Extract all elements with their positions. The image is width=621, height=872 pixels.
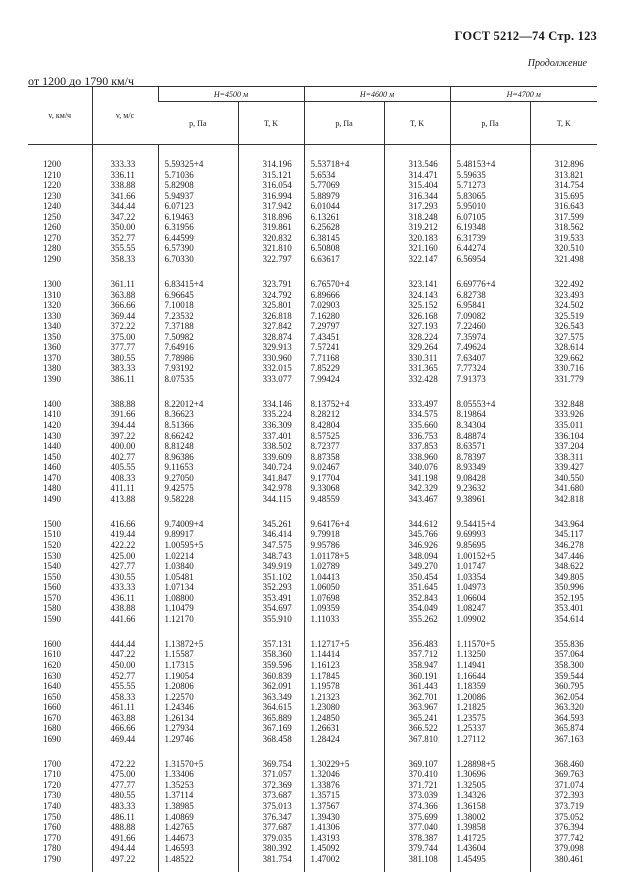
cell-pressure: 9.64176+4 9.79918 9.95786 1.01178+5 1.02789 1.04413 1.06050 1.07698 1.09359 1.11033: [304, 504, 384, 624]
cell-temperature: 334.146 335.224 336.309 337.401 338.502 339.609 340.724 341.847 342.978 344.115: [238, 384, 304, 504]
group-header-h4500: H=4500 м: [158, 87, 304, 102]
cell-temperature: 344.612 345.766 346.926 348.094 349.270 350.454 351.645 352.843 354.049 355.262: [384, 504, 450, 624]
cell-temperature: 343.964 345.117 346.278 347.446 348.622 349.805 350.996 352.195 353.401 354.614: [530, 504, 597, 624]
cell-temperature: 355.836 357.064 358.300 359.544 360.795 362.054 363.320 364.593 365.874 367.163: [530, 624, 597, 744]
cell-pressure: 6.76570+4 6.89666 7.02903 7.16280 7.29797 7.43451 7.57241 7.71168 7.85229 7.99424: [304, 264, 384, 384]
cell-temperature: 369.107 370.410 371.721 373.039 374.366 375.699 377.040 378.387 379.744 381.108: [384, 744, 450, 872]
cell-temperature: 323.791 324.792 325.801 326.818 327.842 328.874 329.913 330.960 332.015 333.077: [238, 264, 304, 384]
cell-temperature: 312.896 313.821 314.754 315.695 316.643 317.599 318.562 319.533 320.510 321.498: [530, 145, 597, 265]
cell-v-kmh: 1600 1610 1620 1630 1640 1650 1660 1670 1680 1690: [43, 638, 61, 744]
cell-temperature: 357.131 358.360 359.596 360.839 362.091 363.349 364.615 365.889 367.169 368.458: [238, 624, 304, 744]
cell-v-ms: 444.44 447.22 450.00 452.77 455.55 458.33 461.11 463.88 466.66 469.44: [92, 624, 158, 744]
cell-pressure: 6.83415+4 6.96645 7.10018 7.23532 7.37188 7.50982 7.64916 7.78986 7.93192 8.07535: [158, 264, 238, 384]
cell-v-kmh: 1400 1410 1420 1430 1440 1450 1460 1470 1480 1490: [43, 398, 61, 504]
table-row-block: [28, 145, 597, 265]
cell-v-ms: 361.11 363.88 366.66 369.44 372.22 375.00 377.77 380.55 383.33 386.11: [92, 264, 158, 384]
group-header-h4700: H=4700 м: [450, 87, 597, 102]
cell-v-ms: 333.33 336.11 338.88 341.66 344.44 347.22 350.00 352.77 355.55 358.33: [92, 145, 158, 265]
cell-pressure: 1.13872+5 1.15587 1.17315 1.19054 1.20806 1.22570 1.24346 1.26134 1.27934 1.29746: [158, 624, 238, 744]
atmosphere-table: [28, 86, 597, 872]
cell-temperature: 333.497 334.575 335.660 336.753 337.853 338.960 340.076 341.198 342.329 343.467: [384, 384, 450, 504]
cell-v-kmh: 1700 1710 1720 1730 1740 1750 1760 1770 1780 1790: [43, 758, 61, 864]
cell-temperature: 369.754 371.057 372.369 373.687 375.013 376.347 377.687 379.035 380.392 381.754: [238, 744, 304, 872]
cell-temperature: 323.141 324.143 325.152 326.168 327.193 328.224 329.264 330.311 331.365 332.428: [384, 264, 450, 384]
continuation-label: Продолжение: [527, 58, 587, 69]
group-header-h4600: H=4600 м: [304, 87, 450, 102]
cell-pressure: 1.28898+5 1.30696 1.32505 1.34326 1.36158 1.38002 1.39858 1.41725 1.43604 1.45495: [450, 744, 530, 872]
cell-pressure: 9.74009+4 9.89917 1.00595+5 1.02214 1.03840 1.05481 1.07134 1.08800 1.10479 1.12170: [158, 504, 238, 624]
col-header-pressure: p, Па: [189, 118, 207, 128]
cell-temperature: 314.196 315.121 316.054 316.994 317.942 318.896 319.861 320.832 321.810 322.797: [238, 145, 304, 265]
cell-temperature: 356.483 357.712 358.947 360.191 361.443 362.701 363.967 365.241 366.522 367.810: [384, 624, 450, 744]
table-row-block: [28, 624, 597, 744]
cell-v-kmh: 1200 1210 1220 1230 1240 1250 1260 1270 1280 1290: [43, 159, 61, 264]
cell-v-kmh: 1300 1310 1320 1330 1340 1350 1360 1370 1380 1390: [43, 278, 61, 384]
range-label: от 1200 до 1790 км/ч: [28, 74, 134, 88]
cell-pressure: 1.30229+5 1.32046 1.33876 1.35715 1.37567 1.39430 1.41306 1.43193 1.45092 1.47002: [304, 744, 384, 872]
cell-temperature: 368.460 369.763 371.074 372.393 373.719 375.052 376.394 377.742 379.098 380.461: [530, 744, 597, 872]
cell-pressure: 8.22012+4 8.36623 8.51366 8.66242 8.81248 8.96386 9.11653 9.27050 9.42575 9.58228: [158, 384, 238, 504]
col-header-temperature: T, K: [238, 102, 304, 145]
col-header-v-kmh: v, км/ч: [28, 87, 92, 145]
table-row-block: [28, 504, 597, 624]
cell-pressure: 1.12717+5 1.14414 1.16123 1.17845 1.19578 1.21323 1.23080 1.24850 1.26631 1.28424: [304, 624, 384, 744]
cell-pressure: 1.11570+5 1.13250 1.14941 1.16644 1.18359 1.20086 1.21825 1.23575 1.25337 1.27112: [450, 624, 530, 744]
cell-pressure: 6.69776+4 6.82738 6.95841 7.09082 7.22460 7.35974 7.49624 7.63407 7.77324 7.91373: [450, 264, 530, 384]
cell-pressure: 5.48153+4 5.59635 5.71273 5.83065 5.95010 6.07105 6.19348 6.31739 6.44274 6.56954: [450, 145, 530, 265]
table-row-block: [28, 744, 597, 872]
cell-v-kmh: 1500 1510 1520 1530 1540 1550 1560 1570 1580 1590: [43, 518, 61, 624]
cell-temperature: 345.261 346.414 347.575 348.743 349.919 351.102 352.293 353.491 354.697 355.910: [238, 504, 304, 624]
cell-pressure: 8.13752+4 8.28212 8.42804 8.57525 8.72377 8.87358 9.02467 9.17704 9.33068 9.48559: [304, 384, 384, 504]
cell-pressure: 5.59325+4 5.71036 5.82908 5.94937 6.07123 6.19463 6.31956 6.44599 6.57390 6.70330: [158, 145, 238, 265]
col-header-v-ms: v, м/с: [92, 87, 158, 145]
col-header-temperature: T, K: [384, 102, 450, 145]
cell-v-ms: 416.66 419.44 422.22 425.00 427.77 430.55 433.33 436.11 438.88 441.66: [92, 504, 158, 624]
cell-temperature: 322.492 323.493 324.502 325.519 326.543 327.575 328.614 329.662 330.716 331.779: [530, 264, 597, 384]
cell-temperature: 313.546 314.471 315.404 316.344 317.293 318.248 319.212 320.183 321.160 322.147: [384, 145, 450, 265]
col-header-pressure: p, Па: [304, 102, 384, 145]
page-header: ГОСТ 5212—74 Стр. 123: [454, 29, 597, 43]
cell-v-ms: 388.88 391.66 394.44 397.22 400.00 402.77 405.55 408.33 411.11 413.88: [92, 384, 158, 504]
cell-temperature: 332.848 333.926 335.011 336.104 337.204 338.311 339.427 340.550 341.680 342.818: [530, 384, 597, 504]
cell-v-ms: 472.22 475.00 477.77 480.55 483.33 486.11 488.88 491.66 494.44 497.22: [92, 744, 158, 872]
table-row-block: [28, 384, 597, 504]
cell-pressure: 5.53718+4 5.6534 5.77069 5.88979 6.01044 6.13261 6.25628 6.38145 6.50808 6.63617: [304, 145, 384, 265]
col-header-pressure: p, Па: [450, 102, 530, 145]
table-row-block: [28, 264, 597, 384]
cell-pressure: 8.05553+4 8.19864 8.34304 8.48874 8.63571 8.78397 8.93349 9.08428 9.23632 9.38961: [450, 384, 530, 504]
cell-pressure: 9.54415+4 9.69993 9.85695 1.00152+5 1.01747 1.03354 1.04973 1.06604 1.08247 1.09902: [450, 504, 530, 624]
cell-pressure: 1.31570+5 1.33406 1.35253 1.37114 1.38985 1.40869 1.42765 1.44673 1.46593 1.48522: [158, 744, 238, 872]
col-header-temperature: T, K: [530, 102, 597, 145]
